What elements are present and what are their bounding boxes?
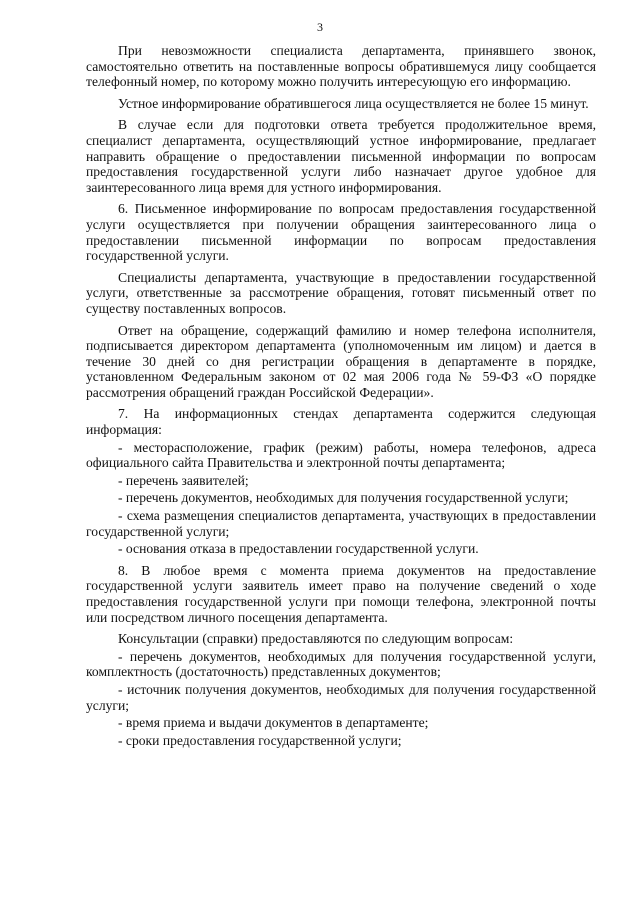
paragraph: Устное информирование обратившегося лица осуществляется не более 15 минут. [118, 95, 589, 111]
paragraph: 8. В любое время с момента приема документов на предоставление государственной услуги заявитель имеет право на получение сведений о ходе предоставления государственной услуги при помощи телефона, электронной почты или посредством личного посещения департамента. [86, 562, 596, 625]
paragraph: 7. На информационных стендах департамента содержится следующая информация: [86, 406, 596, 438]
document-body [86, 43, 596, 750]
list-item: - сроки предоставления государственной услуги; [118, 732, 402, 748]
paragraph: 6. Письменное информирование по вопросам предоставления государственной услуги осуществляется при получении обращения заинтересованного лица о предоставлении письменной информации по вопросам предоставления государственной услуги. [86, 201, 596, 264]
list-item: - схема размещения специалистов департамента, участвующих в предоставлении государственной услуги; [86, 508, 596, 539]
list-item: - перечень документов, необходимых для получения государственной услуги; [118, 490, 569, 506]
paragraph: При невозможности специалиста департамента, принявшего звонок, самостоятельно ответить на поставленные вопросы обратившемуся лицу сообщается телефонный номер, по которому можно получить интересующую его информацию. [86, 43, 596, 90]
list-item: - время приема и выдачи документов в департаменте; [118, 715, 429, 731]
list-item: - основания отказа в предоставлении государственной услуги. [118, 541, 479, 557]
page-number: 3 [317, 20, 323, 34]
list-item: - источник получения документов, необходимых для получения государственной услуги; [86, 681, 596, 713]
list-item: - перечень заявителей; [118, 472, 249, 488]
paragraph: Консультации (справки) предоставляются по следующим вопросам: [118, 631, 514, 647]
list-item: - месторасположение, график (режим) работы, номера телефонов, адреса официального сайта Правительства и электронной почты департамента; [86, 439, 596, 471]
list-item: - перечень документов, необходимых для получения государственной услуги, комплектность (достаточность) представленных документов; [86, 648, 596, 680]
paragraph: Специалисты департамента, участвующие в предоставлении государственной услуги, ответственные за рассмотрение обращения, готовят письменный ответ по существу поставленных вопросов. [86, 269, 596, 316]
paragraph: Ответ на обращение, содержащий фамилию и номер телефона исполнителя, подписывается директором департамента (уполномоченным им лицом) и дается в течение 30 дней со дня регистрации обращения в департаменте в порядке, установленном Федеральным законом от 02 мая 2006 года № 59-ФЗ «О порядке рассмотрения обращений граждан Российской Федерации». [86, 322, 596, 400]
paragraph: В случае если для подготовки ответа требуется продолжительное время, специалист департамента, осуществляющий устное информирование, предлагает направить обращение о предоставлении письменной информации по вопросам предоставления государственной услуги либо назначает другое удобное для заинтересованного лица время для устного информирования. [86, 117, 596, 195]
